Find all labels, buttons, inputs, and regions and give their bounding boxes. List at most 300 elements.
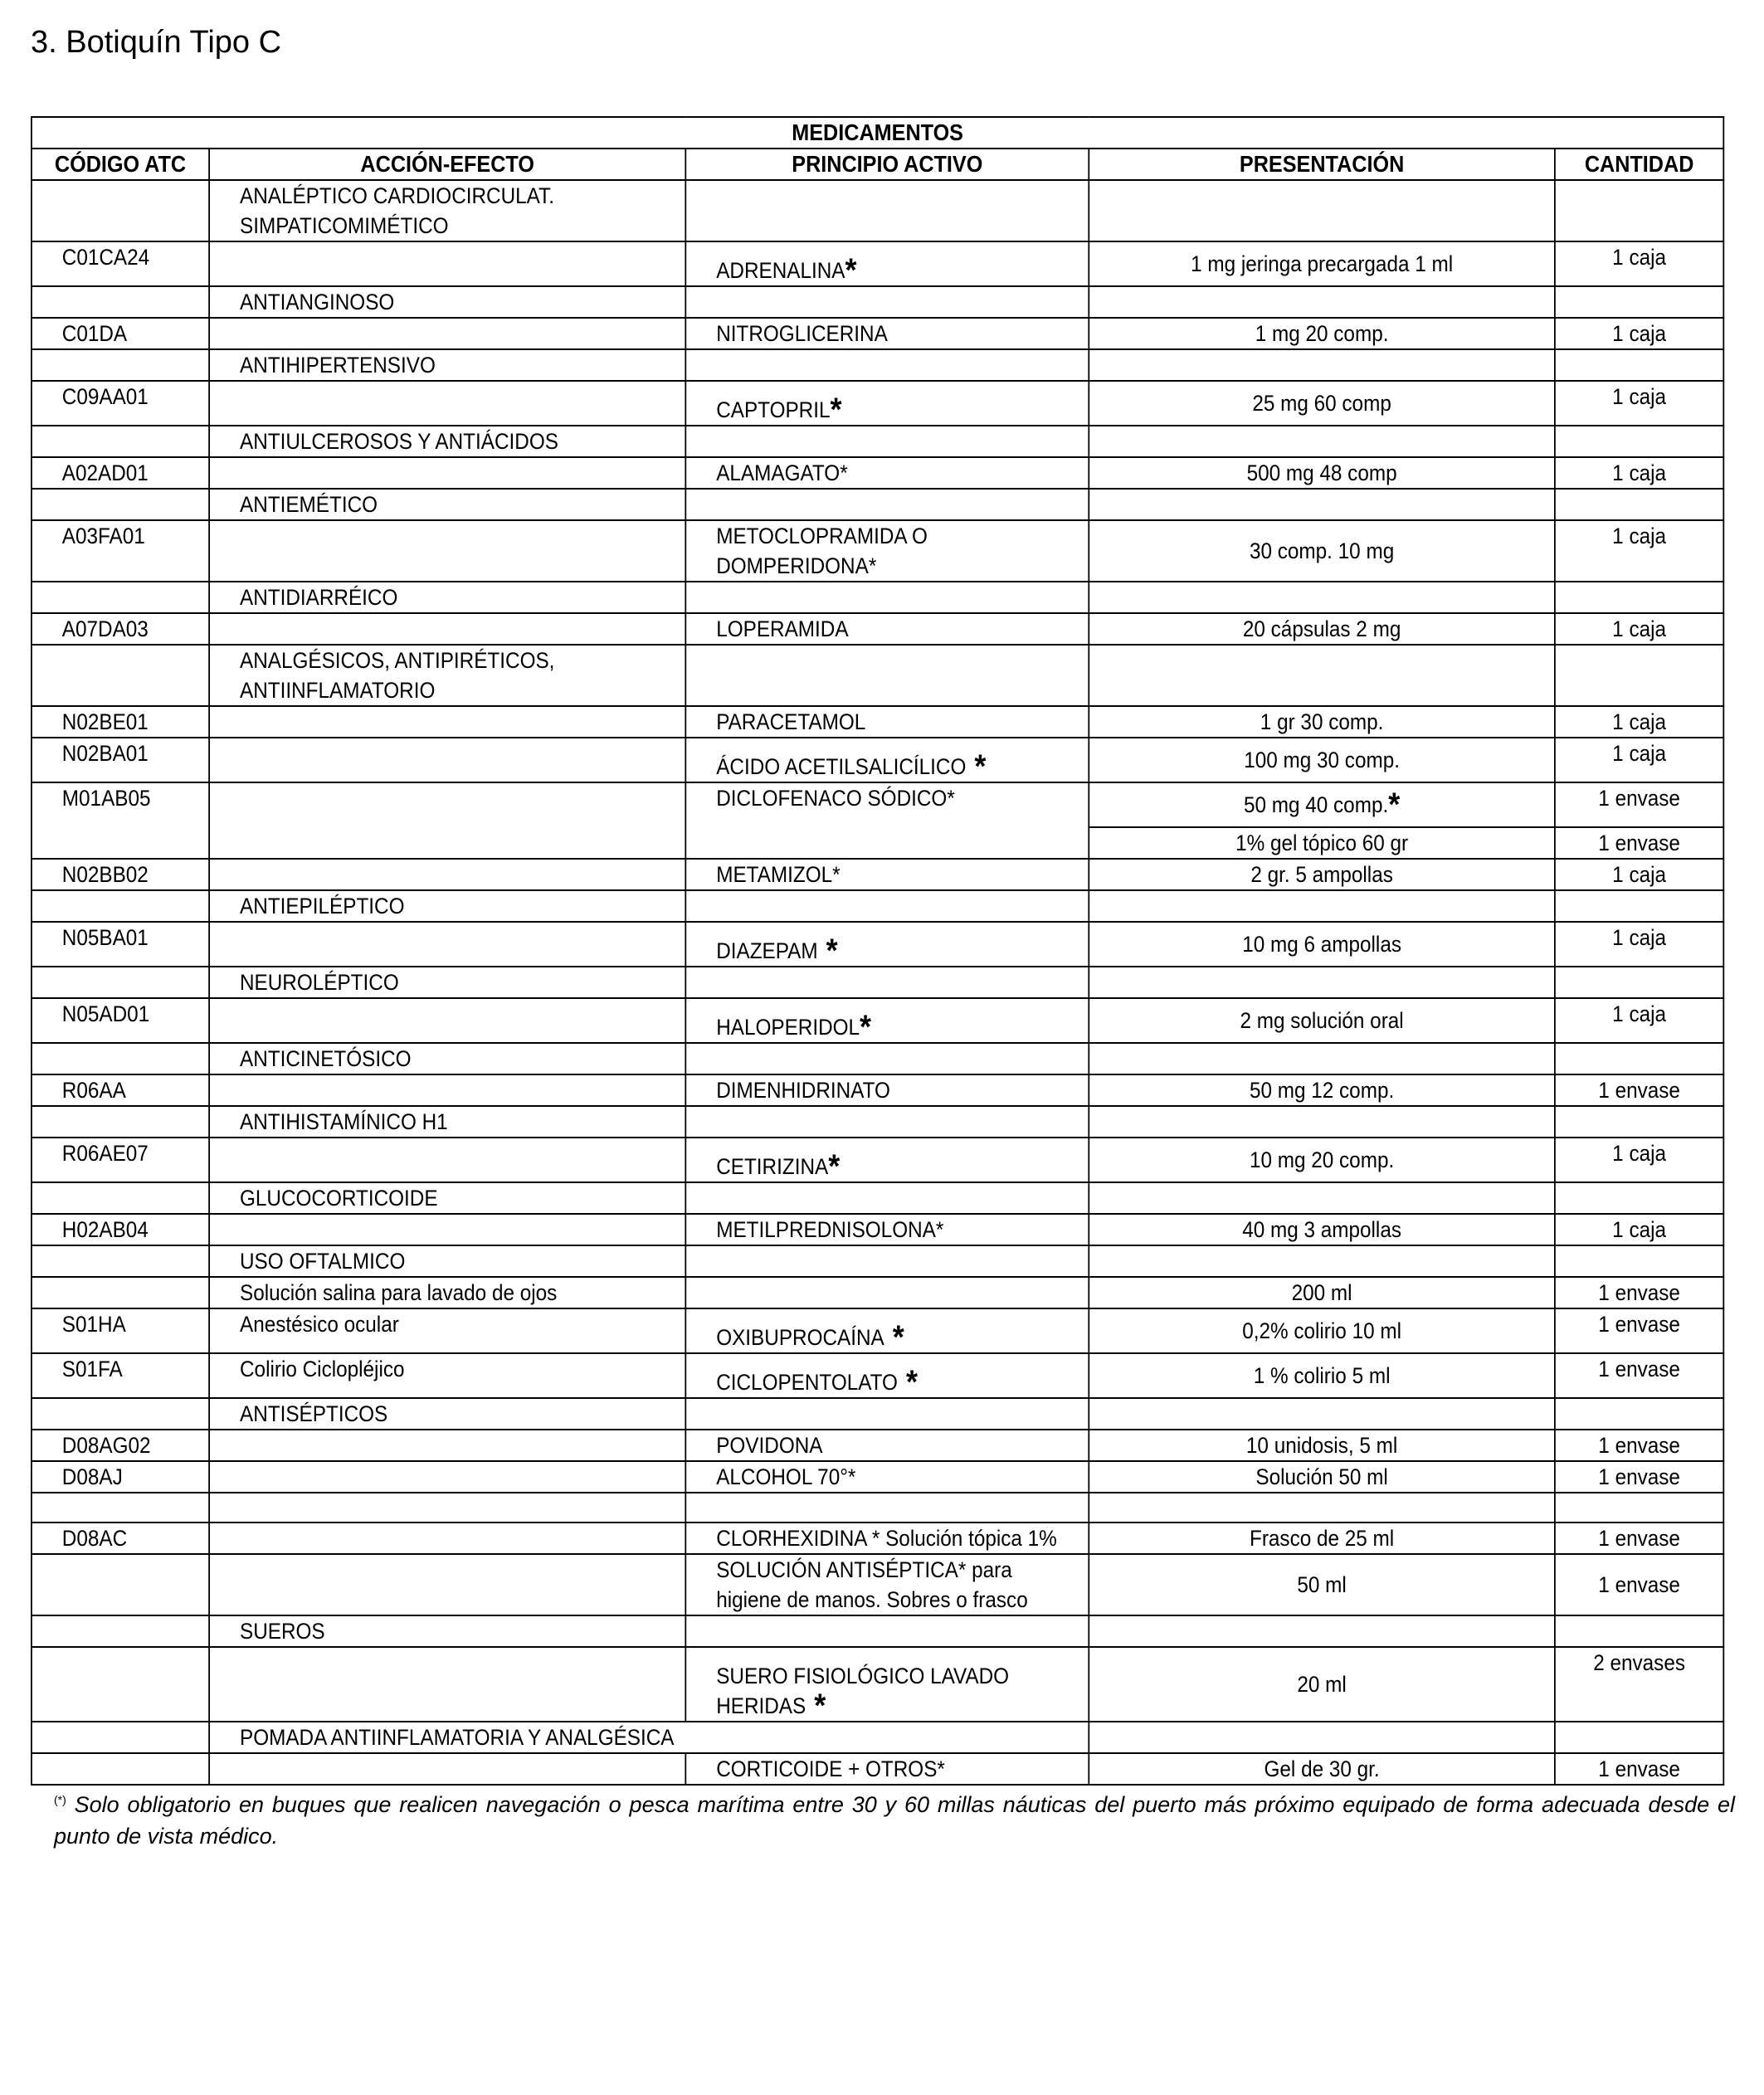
cell-principle-text: CAPTOPRIL <box>716 397 831 422</box>
table-row <box>32 489 1723 520</box>
cell-action <box>209 706 685 738</box>
cell-quantity <box>1555 1554 1723 1615</box>
cell-action <box>209 1523 685 1554</box>
table-row <box>32 706 1723 738</box>
cell-principle-text: METAMIZOL* <box>716 862 841 887</box>
cell-code <box>32 1106 209 1138</box>
cell-presentation-text: 0,2% colirio 10 ml <box>1242 1318 1401 1343</box>
cell-presentation-text: 200 ml <box>1291 1280 1352 1305</box>
cell-principle <box>685 426 1089 457</box>
cell-presentation-text: 10 unidosis, 5 ml <box>1245 1433 1398 1458</box>
cell-principle <box>685 1398 1089 1430</box>
cell-action <box>209 1308 685 1353</box>
cell-presentation <box>1089 1214 1555 1245</box>
cell-code <box>32 1493 209 1523</box>
cell-quantity <box>1555 1074 1723 1106</box>
cell-presentation-text: 2 mg solución oral <box>1240 1008 1404 1033</box>
cell-quantity <box>1555 827 1723 859</box>
cell-presentation-text: 50 ml <box>1297 1572 1347 1597</box>
cell-code-text: A03FA01 <box>61 524 145 548</box>
table-row <box>32 381 1723 426</box>
cell-principle-text: POVIDONA <box>716 1433 823 1458</box>
cell-principle <box>685 1523 1089 1554</box>
table-row <box>32 859 1723 890</box>
cell-principle <box>685 645 1089 706</box>
cell-presentation <box>1089 349 1555 381</box>
cell-presentation-text: 50 mg 12 comp. <box>1249 1078 1395 1103</box>
cell-action <box>209 1074 685 1106</box>
table-row <box>32 1647 1723 1722</box>
cell-action <box>209 922 685 967</box>
cell-principle-text: ADRENALINA <box>716 258 845 283</box>
cell-code <box>32 1523 209 1554</box>
cell-presentation <box>1089 1753 1555 1785</box>
cell-quantity <box>1555 1214 1723 1245</box>
cell-quantity <box>1555 645 1723 706</box>
cell-action-text: Anestésico ocular <box>240 1312 399 1337</box>
table-row <box>32 1308 1723 1353</box>
cell-quantity-text: 1 caja <box>1612 741 1667 766</box>
cell-principle <box>685 1138 1089 1182</box>
cell-quantity-text: 1 caja <box>1612 460 1667 485</box>
cell-action <box>209 1277 685 1308</box>
cell-quantity-text: 2 envases <box>1593 1650 1686 1675</box>
header-quantity: CANTIDAD <box>1555 149 1723 180</box>
cell-quantity-text: 1 caja <box>1612 862 1667 887</box>
cell-presentation <box>1089 859 1555 890</box>
cell-quantity <box>1555 180 1723 241</box>
cell-quantity-text: 1 caja <box>1612 616 1667 641</box>
table-row <box>32 241 1723 286</box>
cell-quantity <box>1555 1722 1723 1753</box>
cell-presentation-text: 100 mg 30 comp. <box>1244 748 1400 772</box>
cell-principle <box>685 1554 1089 1615</box>
table-row <box>32 1043 1723 1074</box>
table-row <box>32 1106 1723 1138</box>
cell-presentation-text: 2 gr. 5 ampollas <box>1250 862 1393 887</box>
cell-presentation <box>1089 1615 1555 1647</box>
cell-presentation <box>1089 1430 1555 1461</box>
cell-principle-text: CORTICOIDE + OTROS* <box>716 1756 945 1781</box>
cell-presentation <box>1089 1353 1555 1398</box>
cell-presentation <box>1089 782 1555 827</box>
cell-presentation-text: 1 mg 20 comp. <box>1255 321 1389 346</box>
cell-quantity <box>1555 381 1723 426</box>
table-row <box>32 1214 1723 1245</box>
cell-presentation <box>1089 1106 1555 1138</box>
cell-quantity-text: 1 caja <box>1612 709 1667 734</box>
cell-principle-text: ALAMAGATO* <box>716 460 848 485</box>
table-row <box>32 922 1723 967</box>
asterisk-mark: * <box>897 1364 918 1398</box>
cell-action <box>209 520 685 582</box>
cell-principle <box>685 613 1089 645</box>
cell-principle <box>685 782 1089 859</box>
cell-presentation-text: 1 mg jeringa precargada 1 ml <box>1191 251 1454 276</box>
cell-presentation <box>1089 1043 1555 1074</box>
cell-principle <box>685 582 1089 613</box>
cell-action <box>209 613 685 645</box>
table-row <box>32 1753 1723 1785</box>
table-row <box>32 286 1723 318</box>
cell-principle <box>685 1647 1089 1722</box>
cell-action <box>209 582 685 613</box>
cell-quantity-text: 1 envase <box>1598 1433 1680 1458</box>
cell-code-text: A02AD01 <box>61 460 149 485</box>
asterisk-mark: * <box>817 933 838 967</box>
table-row <box>32 1398 1723 1430</box>
asterisk-mark: * <box>1388 787 1401 823</box>
cell-principle <box>685 859 1089 890</box>
cell-principle-text: CLORHEXIDINA * Solución tópica 1% <box>716 1526 1057 1551</box>
cell-presentation <box>1089 967 1555 998</box>
cell-presentation <box>1089 1398 1555 1430</box>
table-row <box>32 457 1723 489</box>
cell-code <box>32 180 209 241</box>
header-presentation: PRESENTACIÓN <box>1089 149 1555 180</box>
table-row <box>32 1493 1723 1523</box>
footnote-marker: (*) <box>54 1793 66 1806</box>
cell-action <box>209 381 685 426</box>
table-row <box>32 1430 1723 1461</box>
cell-principle <box>685 1106 1089 1138</box>
cell-principle <box>685 738 1089 782</box>
cell-action <box>209 967 685 998</box>
cell-code <box>32 1722 209 1753</box>
cell-principle <box>685 1043 1089 1074</box>
cell-code <box>32 1461 209 1493</box>
cell-code <box>32 1182 209 1214</box>
cell-action <box>209 890 685 922</box>
cell-code <box>32 1245 209 1277</box>
asterisk-mark: * <box>806 1688 826 1722</box>
cell-action <box>209 859 685 890</box>
asterisk-mark: * <box>845 252 857 286</box>
cell-code <box>32 381 209 426</box>
cell-action <box>209 998 685 1043</box>
cell-code <box>32 582 209 613</box>
cell-action <box>209 1554 685 1615</box>
cell-quantity-text: 1 envase <box>1598 786 1680 811</box>
cell-presentation <box>1089 1554 1555 1615</box>
cell-action <box>209 1493 685 1523</box>
cell-principle <box>685 1461 1089 1493</box>
cell-action-text: ANTISÉPTICOS <box>240 1401 388 1426</box>
cell-code <box>32 426 209 457</box>
cell-presentation <box>1089 1647 1555 1722</box>
cell-code-text: D08AG02 <box>61 1433 151 1458</box>
cell-quantity <box>1555 998 1723 1043</box>
cell-quantity <box>1555 349 1723 381</box>
cell-quantity-text: 1 caja <box>1612 321 1667 346</box>
cell-action <box>209 645 685 706</box>
cell-code-text: N02BA01 <box>61 741 149 766</box>
cell-quantity <box>1555 967 1723 998</box>
cell-quantity <box>1555 1138 1723 1182</box>
table-row <box>32 890 1723 922</box>
cell-quantity <box>1555 859 1723 890</box>
table-row <box>32 582 1723 613</box>
cell-principle <box>685 1277 1089 1308</box>
cell-code <box>32 1138 209 1182</box>
cell-action-text: ANTIANGINOSO <box>240 290 395 314</box>
cell-code-text: A07DA03 <box>61 616 149 641</box>
cell-principle <box>685 520 1089 582</box>
table-body <box>32 180 1723 1785</box>
cell-quantity <box>1555 1353 1723 1398</box>
cell-action <box>209 1430 685 1461</box>
table-banner: MEDICAMENTOS <box>32 117 1723 149</box>
cell-principle-text: NITROGLICERINA <box>716 321 888 346</box>
cell-action <box>209 782 685 859</box>
cell-quantity-text: 1 envase <box>1598 1572 1680 1597</box>
cell-action <box>209 318 685 349</box>
cell-presentation <box>1089 998 1555 1043</box>
cell-presentation <box>1089 1493 1555 1523</box>
cell-quantity-text: 1 caja <box>1612 925 1667 950</box>
cell-presentation-text: 20 cápsulas 2 mg <box>1242 616 1401 641</box>
table-row <box>32 1615 1723 1647</box>
cell-code <box>32 922 209 967</box>
cell-action <box>209 180 685 241</box>
cell-action <box>209 1722 1089 1753</box>
cell-quantity <box>1555 1615 1723 1647</box>
cell-code-text: C01DA <box>61 321 128 346</box>
cell-presentation <box>1089 922 1555 967</box>
cell-action-text: ANTIHISTAMÍNICO H1 <box>240 1109 448 1134</box>
cell-presentation <box>1089 582 1555 613</box>
cell-action-text: ANALÉPTICO CARDIOCIRCULAT. SIMPATICOMIMÉTICO <box>240 183 554 238</box>
cell-principle <box>685 489 1089 520</box>
cell-code <box>32 1074 209 1106</box>
asterisk-mark: * <box>828 1148 841 1182</box>
cell-presentation <box>1089 381 1555 426</box>
cell-action <box>209 1214 685 1245</box>
cell-presentation <box>1089 1523 1555 1554</box>
cell-quantity-text: 1 caja <box>1612 245 1667 270</box>
table-row <box>32 426 1723 457</box>
cell-principle <box>685 241 1089 286</box>
cell-action <box>209 1615 685 1647</box>
table-row <box>32 349 1723 381</box>
cell-presentation <box>1089 241 1555 286</box>
header-principle: PRINCIPIO ACTIVO <box>685 149 1089 180</box>
cell-principle <box>685 922 1089 967</box>
table-row <box>32 1722 1723 1753</box>
cell-code <box>32 241 209 286</box>
cell-presentation <box>1089 1722 1555 1753</box>
cell-quantity-text: 1 caja <box>1612 1217 1667 1242</box>
cell-quantity <box>1555 782 1723 827</box>
cell-quantity-text: 1 envase <box>1598 1078 1680 1103</box>
cell-code <box>32 967 209 998</box>
cell-presentation-text: 1 % colirio 5 ml <box>1253 1363 1391 1388</box>
cell-code <box>32 1554 209 1615</box>
cell-code <box>32 613 209 645</box>
cell-presentation-text: 1% gel tópico 60 gr <box>1235 831 1409 855</box>
cell-action-text: ANTIULCEROSOS Y ANTIÁCIDOS <box>240 429 558 454</box>
cell-code <box>32 457 209 489</box>
cell-code <box>32 1398 209 1430</box>
cell-code <box>32 1277 209 1308</box>
cell-action <box>209 1353 685 1398</box>
cell-principle <box>685 1430 1089 1461</box>
cell-quantity-text: 1 envase <box>1598 1280 1680 1305</box>
header-code: CÓDIGO ATC <box>32 149 209 180</box>
cell-code <box>32 286 209 318</box>
cell-presentation <box>1089 890 1555 922</box>
cell-code <box>32 318 209 349</box>
asterisk-mark: * <box>966 748 987 782</box>
cell-action-text: Solución salina para lavado de ojos <box>240 1280 558 1305</box>
cell-principle-text: DIAZEPAM <box>716 938 818 963</box>
cell-presentation-text: 10 mg 20 comp. <box>1249 1147 1395 1172</box>
cell-code-text: R06AA <box>61 1078 126 1103</box>
cell-code <box>32 349 209 381</box>
cell-quantity <box>1555 489 1723 520</box>
cell-principle <box>685 180 1089 241</box>
asterisk-mark: * <box>830 392 842 426</box>
cell-action <box>209 457 685 489</box>
cell-action-text: Colirio Ciclopléjico <box>240 1357 405 1381</box>
cell-quantity <box>1555 1753 1723 1785</box>
cell-action <box>209 1461 685 1493</box>
cell-code-text: D08AC <box>61 1526 128 1551</box>
cell-action <box>209 1753 685 1785</box>
cell-presentation-text: 500 mg 48 comp <box>1246 460 1397 485</box>
cell-quantity <box>1555 613 1723 645</box>
header-action: ACCIÓN-EFECTO <box>209 149 685 180</box>
cell-quantity <box>1555 286 1723 318</box>
cell-action <box>209 489 685 520</box>
cell-quantity-text: 1 caja <box>1612 384 1667 409</box>
table-row <box>32 520 1723 582</box>
cell-code-text: H02AB04 <box>61 1217 149 1242</box>
cell-presentation-text: 40 mg 3 ampollas <box>1242 1217 1402 1242</box>
cell-principle-text: SUERO FISIOLÓGICO LAVADO HERIDAS <box>716 1664 1010 1718</box>
asterisk-mark: * <box>860 1009 872 1043</box>
cell-quantity <box>1555 426 1723 457</box>
cell-code <box>32 489 209 520</box>
cell-action <box>209 286 685 318</box>
cell-quantity <box>1555 520 1723 582</box>
table-row <box>32 998 1723 1043</box>
cell-principle <box>685 318 1089 349</box>
cell-quantity-text: 1 caja <box>1612 1001 1667 1026</box>
cell-principle-text: SOLUCIÓN ANTISÉPTICA* para higiene de manos. Sobres o frasco <box>716 1557 1028 1612</box>
cell-action <box>209 1398 685 1430</box>
page-title: 3. Botiquín Tipo C <box>31 25 282 60</box>
cell-presentation <box>1089 1308 1555 1353</box>
cell-quantity-text: 1 envase <box>1598 1464 1680 1489</box>
cell-presentation <box>1089 286 1555 318</box>
cell-code-text: R06AE07 <box>61 1141 149 1166</box>
table-row <box>32 967 1723 998</box>
cell-code-text: N02BB02 <box>61 862 149 887</box>
cell-presentation-text: Frasco de 25 ml <box>1249 1526 1395 1551</box>
cell-quantity <box>1555 706 1723 738</box>
cell-code-text: N05BA01 <box>61 925 149 950</box>
cell-code-text: C01CA24 <box>61 245 150 270</box>
cell-principle-text: CETIRIZINA <box>716 1154 829 1179</box>
cell-presentation-text: 10 mg 6 ampollas <box>1242 932 1402 957</box>
table-row <box>32 613 1723 645</box>
cell-principle <box>685 286 1089 318</box>
cell-quantity <box>1555 1523 1723 1554</box>
cell-principle <box>685 706 1089 738</box>
cell-quantity-text: 1 caja <box>1612 1141 1667 1166</box>
cell-quantity <box>1555 241 1723 286</box>
cell-quantity <box>1555 318 1723 349</box>
cell-principle-text: METOCLOPRAMIDA O DOMPERIDONA* <box>716 524 928 578</box>
cell-action <box>209 1106 685 1138</box>
cell-principle <box>685 1493 1089 1523</box>
cell-quantity <box>1555 582 1723 613</box>
cell-code <box>32 1430 209 1461</box>
cell-action-text: ANTICINETÓSICO <box>240 1046 412 1071</box>
table-row <box>32 738 1723 782</box>
cell-principle <box>685 1074 1089 1106</box>
cell-code <box>32 1043 209 1074</box>
table-row <box>32 1353 1723 1398</box>
asterisk-mark: * <box>884 1319 904 1353</box>
cell-principle <box>685 890 1089 922</box>
cell-quantity <box>1555 1461 1723 1493</box>
cell-presentation <box>1089 738 1555 782</box>
cell-quantity <box>1555 457 1723 489</box>
cell-code <box>32 738 209 782</box>
cell-code-text: C09AA01 <box>61 384 149 409</box>
cell-action-text: ANTIEPILÉPTICO <box>240 894 405 918</box>
cell-quantity <box>1555 1430 1723 1461</box>
cell-quantity <box>1555 922 1723 967</box>
cell-presentation <box>1089 457 1555 489</box>
cell-quantity <box>1555 1277 1723 1308</box>
cell-presentation <box>1089 180 1555 241</box>
cell-principle <box>685 1245 1089 1277</box>
cell-presentation-text: 50 mg 40 comp. <box>1243 792 1389 817</box>
cell-code-text: S01FA <box>61 1357 123 1381</box>
cell-presentation <box>1089 520 1555 582</box>
cell-principle <box>685 967 1089 998</box>
cell-code <box>32 1308 209 1353</box>
footnote <box>54 1784 1735 1852</box>
cell-principle <box>685 1753 1089 1785</box>
cell-action-text: GLUCOCORTICOIDE <box>240 1186 438 1211</box>
cell-code-text: N02BE01 <box>61 709 149 734</box>
table-row <box>32 318 1723 349</box>
cell-quantity <box>1555 1106 1723 1138</box>
cell-principle <box>685 1353 1089 1398</box>
cell-quantity <box>1555 1245 1723 1277</box>
cell-quantity-text: 1 caja <box>1612 524 1667 548</box>
cell-code <box>32 1214 209 1245</box>
cell-principle <box>685 381 1089 426</box>
table-row <box>32 1182 1723 1214</box>
cell-presentation-text: 30 comp. 10 mg <box>1249 538 1395 563</box>
cell-action <box>209 349 685 381</box>
cell-presentation <box>1089 1138 1555 1182</box>
cell-principle <box>685 349 1089 381</box>
table-row <box>32 1074 1723 1106</box>
cell-principle-text: HALOPERIDOL <box>716 1015 860 1040</box>
cell-principle-text: ALCOHOL 70°* <box>716 1464 856 1489</box>
cell-presentation <box>1089 1182 1555 1214</box>
cell-code <box>32 1647 209 1722</box>
cell-principle <box>685 998 1089 1043</box>
cell-code <box>32 706 209 738</box>
cell-code-text: M01AB05 <box>61 786 151 811</box>
